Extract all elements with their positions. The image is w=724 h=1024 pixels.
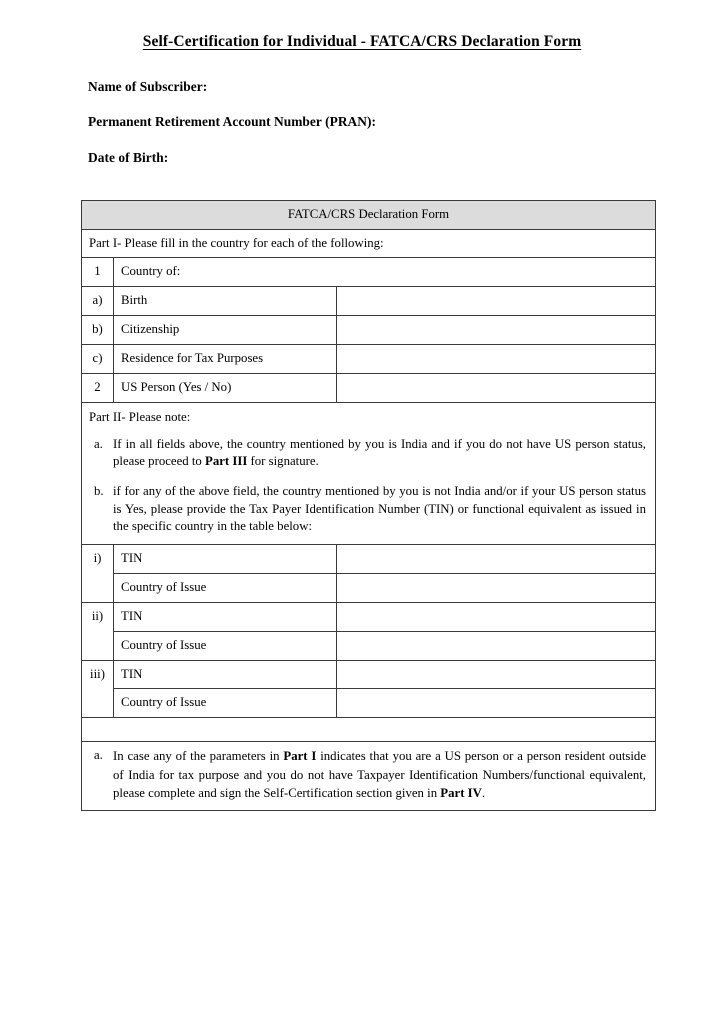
spacer-row (82, 718, 656, 742)
input-country-of-issue-i[interactable] (337, 573, 656, 602)
input-country-of-issue-ii[interactable] (337, 631, 656, 660)
input-tin-ii[interactable] (337, 602, 656, 631)
spacer-cell (82, 718, 656, 742)
final-note-seg2: indicates that you are a US person or a person resident outside of India for tax purpose and you do not have Taxpayer Identification Numbers/functional equivalent, please complete and sign the Self-Certification section given in (113, 749, 647, 800)
row-label-birth: Birth (114, 287, 337, 316)
part2-notes-cell (82, 402, 656, 544)
part2-heading: Part II- Please note: (89, 409, 191, 424)
part1-intro-cell: Part I- Please fill in the country for each of the following: (82, 229, 656, 258)
tin-label-ii: TIN (114, 602, 337, 631)
final-note-seg3: . (481, 785, 486, 800)
row-label-citizenship: Citizenship (114, 316, 337, 345)
tin-group-index-iii: iii) (82, 660, 114, 718)
tin-label-i: TIN (114, 545, 337, 574)
input-country-of-residence[interactable] (337, 345, 656, 374)
field-pran: Permanent Retirement Account Number (PRAN): (88, 114, 376, 130)
final-note-marker: a. (94, 748, 103, 763)
input-country-of-citizenship[interactable] (337, 316, 656, 345)
row-index-residence: c) (82, 345, 114, 374)
row-label-residence: Residence for Tax Purposes (114, 345, 337, 374)
country-of-issue-label-ii: Country of Issue (114, 631, 337, 660)
input-tin-i[interactable] (337, 545, 656, 574)
fatca-crs-declaration-table (81, 200, 656, 811)
row-label-us-person: US Person (Yes / No) (114, 373, 337, 402)
part1-intro-row (82, 229, 656, 258)
final-note-row (82, 742, 656, 810)
country-of-issue-label-iii: Country of Issue (114, 689, 337, 718)
field-date-of-birth: Date of Birth: (88, 149, 169, 165)
row-index-citizenship: b) (82, 316, 114, 345)
final-note-cell (82, 742, 656, 810)
final-note-a (89, 747, 648, 801)
part2-note-a-marker: a. (94, 436, 103, 451)
part2-note-a (89, 436, 648, 471)
tin-label-iii: TIN (114, 660, 337, 689)
part2-note-b (89, 483, 648, 536)
country-of-label: Country of: (114, 258, 656, 287)
tin-row-ii (82, 602, 656, 631)
tin-group-index-i: i) (82, 545, 114, 603)
part2-note-b-body (113, 483, 648, 536)
input-country-of-issue-iii[interactable] (337, 689, 656, 718)
tin-country-row-i (82, 573, 656, 602)
final-note-bold-part1: Part I (283, 749, 317, 764)
final-note-seg1: In case any of the parameters in (113, 749, 284, 764)
form-table-container (0, 185, 724, 811)
tin-row-i (82, 545, 656, 574)
part2-note-a-text-before: If in all fields above, the country mentioned by you is India and if you do not have US person status, please proceed to (113, 436, 646, 469)
tin-country-row-iii (82, 689, 656, 718)
tin-row-iii (82, 660, 656, 689)
table-header-row (82, 200, 656, 229)
part2-note-b-text-before: if for any of the above field, the country mentioned by you is not India and/or if your US person status is Yes, please provide the Tax Payer Identification Number (TIN) or functional equivalent as issued in the specific country in the table below: (113, 484, 646, 534)
part2-note-b-marker: b. (94, 484, 104, 499)
final-note-bold-part4: Part IV (440, 785, 482, 800)
page-title-text: Self-Certification for Individual - FATCA/CRS Declaration Form (142, 33, 582, 50)
part2-note-a-bold: Part III (205, 454, 248, 469)
part2-note-a-body (113, 436, 648, 471)
country-of-index: 1 (82, 258, 114, 287)
table-row (82, 345, 656, 374)
tin-group-index-ii: ii) (82, 602, 114, 660)
part2-notes-row (82, 402, 656, 544)
country-of-issue-label-i: Country of Issue (114, 573, 337, 602)
page-title (0, 0, 724, 51)
input-tin-iii[interactable] (337, 660, 656, 689)
input-us-person[interactable] (337, 373, 656, 402)
table-row (82, 373, 656, 402)
final-note-body (113, 747, 648, 801)
tin-country-row-ii (82, 631, 656, 660)
country-of-group-row (82, 258, 656, 287)
input-country-of-birth[interactable] (337, 287, 656, 316)
row-index-birth: a) (82, 287, 114, 316)
field-name-of-subscriber: Name of Subscriber: (88, 79, 208, 95)
table-row (82, 316, 656, 345)
table-title-cell: FATCA/CRS Declaration Form (82, 200, 656, 229)
subscriber-header-fields (0, 51, 724, 165)
part2-note-a-text-after: for signature. (247, 454, 319, 469)
table-row (82, 287, 656, 316)
row-index-us-person: 2 (82, 373, 114, 402)
